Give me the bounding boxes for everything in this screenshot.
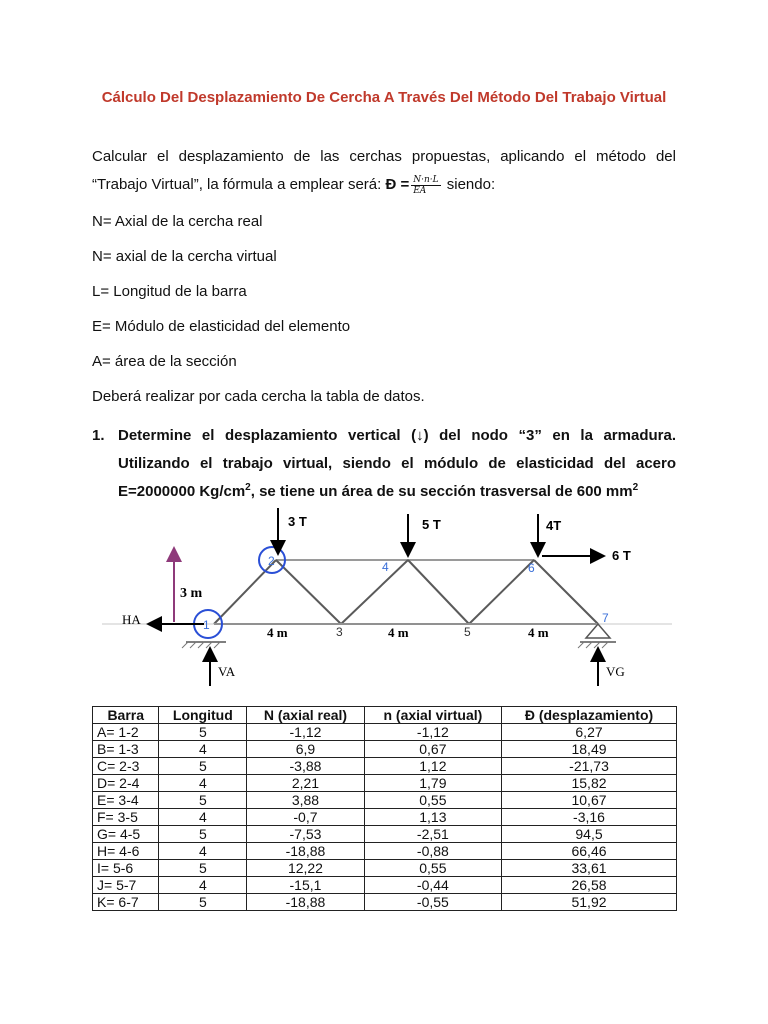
table-cell: -0,88 [364,843,501,860]
table-cell: 4 [159,877,247,894]
header-axial-virtual: n (axial virtual) [364,707,501,724]
node-label-7: 7 [602,611,609,625]
formula-denominator: EA [413,185,427,196]
table-cell: 2,21 [247,775,365,792]
table-cell: K= 6-7 [93,894,159,911]
table-cell: 1,13 [364,809,501,826]
problem-sup-b: 2 [632,482,639,493]
table-cell: 6,9 [247,741,365,758]
table-row [93,775,677,792]
problem-number: 1. [92,427,105,444]
problem-text-b: , se tiene un área de su sección trasversal de 600 mm [250,483,633,500]
truss-svg [92,506,676,692]
load-label-5t: 5 T [422,517,441,532]
table-cell: B= 1-3 [93,741,159,758]
table-cell: 5 [159,894,247,911]
node-label-3: 3 [336,625,343,639]
table-cell: -0,55 [364,894,501,911]
problem-text-a: Determine el desplazamiento vertical (↓) del nodo “3” en la armadura. Utilizando el trabajo virtual, siendo el módulo de elasticidad del acero E=2000000 Kg/cm [118,427,676,500]
table-cell: 0,55 [364,860,501,877]
table-cell: E= 3-4 [93,792,159,809]
problem-text [118,422,676,506]
span-label-1: 4 m [267,625,288,640]
node-label-4: 4 [382,560,389,574]
formula-symbol: Đ = [385,176,410,194]
results-table [92,706,677,911]
table-cell: -1,12 [247,724,365,741]
header-axial-real: N (axial real) [247,707,365,724]
member-6-7 [534,560,598,624]
formula-numerator: N·n·L [413,174,439,185]
member-1-2 [214,560,276,624]
table-cell: 94,5 [502,826,677,843]
definition-virtual-axial: N= axial de la cercha virtual [92,248,277,265]
table-cell: 5 [159,724,247,741]
table-cell: A= 1-2 [93,724,159,741]
table-cell: F= 3-5 [93,809,159,826]
table-cell: -1,12 [364,724,501,741]
table-cell: 15,82 [502,775,677,792]
table-cell: 4 [159,843,247,860]
member-3-4 [341,560,408,624]
table-row [93,792,677,809]
definition-real-axial: N= Axial de la cercha real [92,213,263,230]
table-cell: 4 [159,775,247,792]
table-cell: -0,44 [364,877,501,894]
table-cell: -3,16 [502,809,677,826]
table-cell: -15,1 [247,877,365,894]
table-cell: 3,88 [247,792,365,809]
support-g-hatch [578,642,608,648]
span-label-2: 4 m [388,625,409,640]
table-cell: -21,73 [502,758,677,775]
instruction-text: Deberá realizar por cada cercha la tabla de datos. [92,388,425,405]
table-cell: 4 [159,741,247,758]
table-cell: -7,53 [247,826,365,843]
member-4-5 [408,560,469,624]
table-row [93,826,677,843]
table-row [93,843,677,860]
table-row [93,860,677,877]
table-cell: 0,67 [364,741,501,758]
table-row [93,741,677,758]
formula-fraction [411,175,440,196]
table-row [93,877,677,894]
problem-sup-a: 2 [245,482,251,493]
table-cell: -0,7 [247,809,365,826]
formula [385,171,442,199]
load-label-3t: 3 T [288,514,307,529]
table-cell: I= 5-6 [93,860,159,877]
problem-1 [92,422,676,506]
table-row [93,758,677,775]
span-label-3: 4 m [528,625,549,640]
table-cell: -3,88 [247,758,365,775]
member-5-6 [469,560,534,624]
header-barra: Barra [93,707,159,724]
intro-paragraph [92,143,676,199]
table-row [93,809,677,826]
table-row [93,724,677,741]
table-cell: 6,27 [502,724,677,741]
table-cell: 10,67 [502,792,677,809]
intro-text: Calcular el desplazamiento de las cerchas propuestas, aplicando el método del “Trabajo Virtual”, la fórmula a emplear será: [92,148,676,193]
table-cell: 26,58 [502,877,677,894]
table-cell: 1,79 [364,775,501,792]
table-cell: 5 [159,792,247,809]
table-cell: 5 [159,826,247,843]
reaction-vg-label: VG [606,664,625,679]
table-cell: 1,12 [364,758,501,775]
table-cell: -2,51 [364,826,501,843]
truss-members [214,560,598,624]
table-cell: 12,22 [247,860,365,877]
support-a-hatch [182,642,220,648]
height-label: 3 m [180,586,203,601]
table-cell: C= 2-3 [93,758,159,775]
definition-elastic-modulus: E= Módulo de elasticidad del elemento [92,318,351,335]
member-2-3 [276,560,341,624]
table-cell: 33,61 [502,860,677,877]
header-desplazamiento: Đ (desplazamiento) [502,707,677,724]
table-cell: 66,46 [502,843,677,860]
table-row [93,894,677,911]
node-label-1: 1 [203,618,210,632]
table-cell: J= 5-7 [93,877,159,894]
table-cell: 5 [159,860,247,877]
load-label-6t: 6 T [612,548,631,563]
load-label-4t: 4T [546,518,562,533]
reaction-ha-label: HA [122,612,141,627]
reaction-va-label: VA [218,664,236,679]
truss-diagram [92,506,676,692]
table-cell: H= 4-6 [93,843,159,860]
table-cell: -18,88 [247,843,365,860]
table-cell: 18,49 [502,741,677,758]
table-header-row [93,707,677,724]
table-cell: 5 [159,758,247,775]
header-longitud: Longitud [159,707,247,724]
definition-length: L= Longitud de la barra [92,283,247,300]
table-cell: D= 2-4 [93,775,159,792]
table-cell: 4 [159,809,247,826]
document-title: Cálculo Del Desplazamiento De Cercha A Través Del Método Del Trabajo Virtual [101,89,667,106]
definition-area: A= área de la sección [92,353,237,370]
table-cell: 51,92 [502,894,677,911]
table-cell: -18,88 [247,894,365,911]
support-g-triangle [586,624,610,638]
formula-suffix: siendo: [442,176,496,193]
table-cell: G= 4-5 [93,826,159,843]
node-label-2: 2 [268,554,275,568]
node-label-5: 5 [464,625,471,639]
node-label-6: 6 [528,561,535,575]
table-cell: 0,55 [364,792,501,809]
